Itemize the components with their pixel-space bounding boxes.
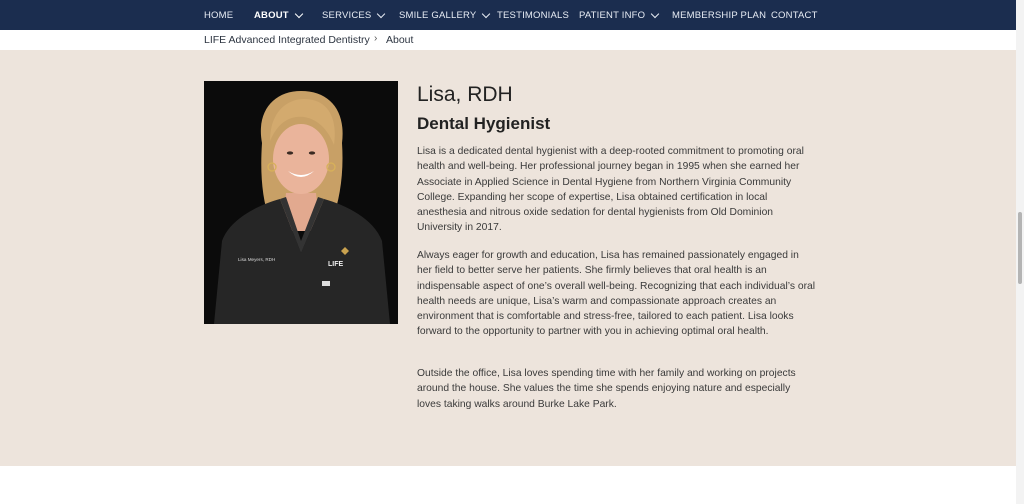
- nav-item-smile-gallery[interactable]: [399, 0, 489, 30]
- nav-item-contact[interactable]: [771, 0, 818, 30]
- nav-item-membership-plan[interactable]: [672, 0, 766, 30]
- nav-label: SMILE GALLERY: [399, 9, 477, 21]
- nav-label: CONTACT: [771, 9, 818, 21]
- profile-role: Dental Hygienist: [417, 114, 551, 133]
- nav-label: ABOUT: [254, 9, 289, 21]
- breadcrumb-current: About: [386, 34, 414, 46]
- scrub-logo-label: LIFE: [328, 261, 344, 268]
- breadcrumb-home-link[interactable]: LIFE Advanced Integrated Dentistry: [204, 34, 370, 46]
- nav-item-about[interactable]: [254, 0, 302, 30]
- profile-photo: [204, 81, 398, 324]
- bio-paragraph: Outside the office, Lisa loves spending time with her family and working on projects around the house. She values the time she spends enjoying nature and especially loves taking walks around Burke Lake Park.: [417, 368, 796, 410]
- chevron-down-icon: [482, 9, 490, 17]
- profile-portrait-image: [204, 81, 398, 324]
- profile-section: [0, 50, 1016, 466]
- nav-label: SERVICES: [322, 9, 372, 21]
- nav-item-testimonials[interactable]: [497, 0, 569, 30]
- main-navigation: [0, 0, 1016, 30]
- bio-paragraph: Always eager for growth and education, Lisa has remained passionately engaged in her field to better serve her patients. She firmly believes that oral health is an indispensable aspect of one’s overall well-being. Recognizing that each individual’s oral health needs are unique, Lisa’s warm and compassionate approach creates an environment that is comfortable and stress-free, tailored to each patient. Lisa looks forward to the opportunity to partner with you in achieving optimal oral health.: [417, 250, 816, 338]
- breadcrumb-separator-icon: ›: [374, 33, 378, 44]
- scrollbar-thumb[interactable]: [1018, 212, 1022, 284]
- nav-label: TESTIMONIALS: [497, 9, 570, 21]
- chevron-down-icon: [651, 9, 659, 17]
- chevron-down-icon: [377, 9, 385, 17]
- nav-item-services[interactable]: [322, 0, 384, 30]
- nav-item-patient-info[interactable]: [579, 0, 658, 30]
- page-scrollbar[interactable]: [1016, 0, 1024, 504]
- profile-name: Lisa, RDH: [417, 83, 513, 106]
- nav-label: HOME: [204, 9, 234, 21]
- nav-label: MEMBERSHIP PLAN: [672, 9, 767, 21]
- scrub-name-label: Lisa Meyers, RDH: [238, 257, 276, 262]
- nav-label: PATIENT INFO: [579, 9, 646, 21]
- chevron-down-icon: [295, 9, 303, 17]
- nav-item-home[interactable]: [204, 0, 233, 30]
- bio-paragraph: Lisa is a dedicated dental hygienist with a deep-rooted commitment to promoting oral health and well-being. Her professional journey began in 1995 when she earned her Associate in Applied Science in Dental Hygiene from Northern Virginia Community College. Expanding her scope of expertise, Lisa obtained certification in local anesthesia and nitrous oxide sedation for dental hygienists from Old Dominion University in 2017.: [417, 146, 804, 234]
- breadcrumb: [0, 30, 1016, 50]
